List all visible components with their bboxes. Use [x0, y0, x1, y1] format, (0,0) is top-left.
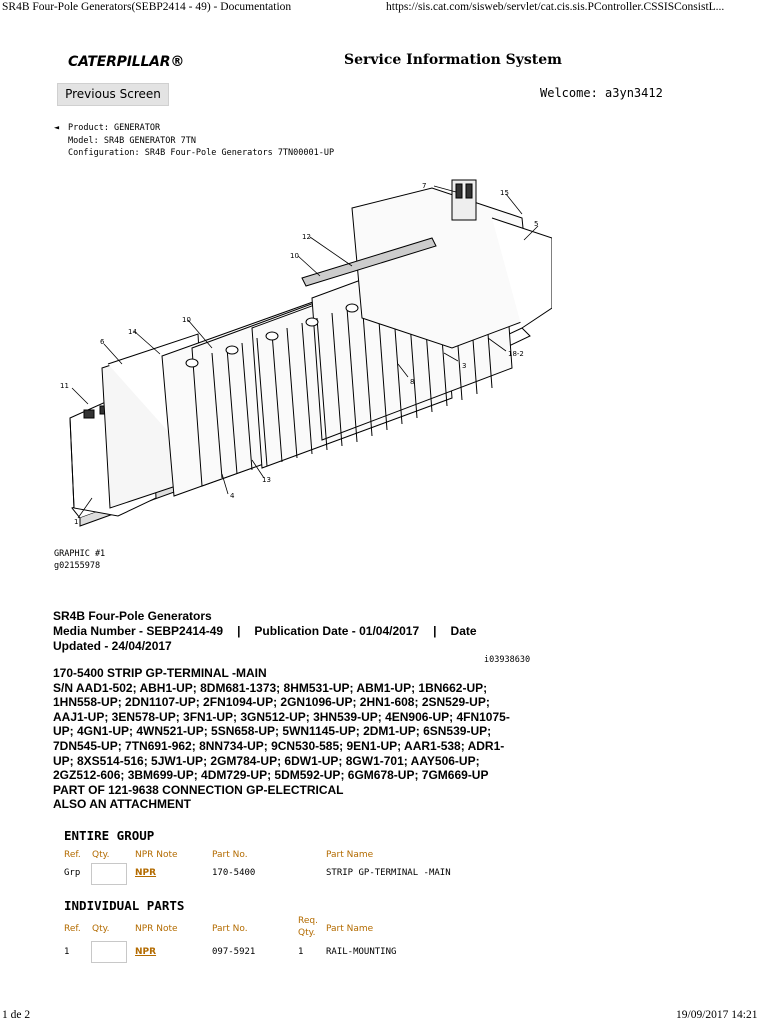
col-ref: Ref. [64, 850, 81, 860]
product-line: Product: GENERATOR [68, 123, 161, 133]
callout-7: 7 [422, 182, 427, 190]
graphic-label: GRAPHIC #1 [54, 549, 106, 559]
group-part-no: 170-5400 [212, 868, 256, 878]
terminal-strip-illustration [52, 178, 552, 538]
description-line: 2GZ512-606; 3BM699-UP; 4DM729-UP; 5DM592-UP; 6GM678-UP; 7GM669-UP [53, 768, 489, 783]
publication-info: SR4B Four-Pole Generators Media Number - SEBP2414-49 | Publication Date - 01/04/2017 | Date Updated - 24/04/2017 [53, 609, 533, 654]
part-number: 097-5921 [212, 947, 256, 957]
model-line: Model: SR4B GENERATOR 7TN [68, 135, 196, 146]
description-line: ALSO AN ATTACHMENT [53, 797, 191, 812]
callout-4: 4 [230, 492, 235, 500]
part-name: RAIL-MOUNTING [326, 947, 397, 957]
print-header-url: https://sis.cat.com/sisweb/servlet/cat.cis.sis.PController.CSSISConsistL... [386, 1, 725, 13]
description-line: 7DN545-UP; 7TN691-962; 8NN734-UP; 9CN530-585; 9EN1-UP; AAR1-538; ADR1- [53, 738, 505, 753]
callout-10-left: 10 [182, 316, 191, 324]
print-footer [0, 1008, 768, 1024]
callout-14: 14 [128, 328, 137, 336]
date-word: Date [450, 624, 477, 638]
col-part-no: Part No. [212, 850, 248, 860]
callout-11: 11 [60, 382, 69, 390]
col-npr-note: NPR Note [135, 924, 178, 934]
description-line: AAJ1-UP; 3EN578-UP; 3FN1-UP; 3GN512-UP; 3HN539-UP; 4EN906-UP; 4FN1075- [53, 709, 510, 724]
callout-5: 5 [534, 220, 539, 228]
col-req-qty: Qty. [298, 928, 316, 938]
callout-1: 1 [74, 518, 79, 526]
graphic-id: g02155978 [54, 561, 101, 571]
callout-10-right: 10 [290, 252, 299, 260]
description-line: UP; 4GN1-UP; 4WN521-UP; 5SN658-UP; 5WN1145-UP; 2DM1-UP; 6SN539-UP; [53, 724, 492, 739]
col-ref: Ref. [64, 924, 81, 934]
group-ref: Grp [64, 868, 81, 878]
print-header-title: SR4B Four-Pole Generators(SEBP2414 - 49) - Documentation [2, 1, 292, 13]
media-number: Media Number - SEBP2414-49 [53, 624, 224, 638]
publication-title: SR4B Four-Pole Generators [53, 609, 212, 623]
print-datetime: 19/09/2017 14:21 [676, 1009, 758, 1021]
group-part-name: STRIP GP-TERMINAL -MAIN [326, 868, 451, 878]
part-qty-input[interactable] [91, 941, 127, 963]
individual-parts-heading: INDIVIDUAL PARTS [64, 898, 185, 913]
callout-8: 8 [410, 378, 415, 386]
col-qty: Qty. [92, 850, 110, 860]
callout-3: 3 [462, 362, 467, 370]
callout-12: 12 [302, 233, 311, 241]
triangle-left-icon[interactable]: ◄ [54, 123, 60, 133]
print-header [0, 0, 768, 16]
welcome-text: Welcome: a3yn3412 [540, 86, 663, 100]
group-npr-link[interactable]: NPR [135, 868, 157, 878]
part-npr-link[interactable]: NPR [135, 947, 157, 957]
previous-screen-button[interactable]: Previous Screen [57, 83, 169, 106]
product-info [54, 122, 334, 160]
updated-date: Updated - 24/04/2017 [53, 639, 172, 653]
page-title: Service Information System [344, 52, 562, 68]
col-qty: Qty. [92, 924, 110, 934]
graphic-caption [54, 548, 105, 572]
col-part-name: Part Name [326, 850, 374, 860]
description-line: 1HN558-UP; 2DN1107-UP; 2FN1094-UP; 2GN1096-UP; 2HN1-608; 2SN529-UP; [53, 695, 490, 710]
document-id: i03938630 [484, 655, 531, 665]
part-ref: 1 [64, 947, 70, 957]
description-line: S/N AAD1-502; ABH1-UP; 8DM681-1373; 8HM531-UP; ABM1-UP; 1BN662-UP; [53, 680, 488, 695]
callout-18-2: 18-2 [508, 350, 524, 358]
description-line: UP; 8XS514-516; 5JW1-UP; 2GM784-UP; 6DW1-UP; 8GW1-701; AAY506-UP; [53, 753, 480, 768]
col-req-label: Req. [298, 916, 318, 926]
col-npr-note: NPR Note [135, 850, 178, 860]
part-description [53, 666, 533, 812]
group-qty-input[interactable] [91, 863, 127, 885]
callout-6: 6 [100, 338, 105, 346]
col-part-no: Part No. [212, 924, 248, 934]
caterpillar-logo: CATERPILLAR® [68, 54, 185, 70]
entire-group-heading: ENTIRE GROUP [64, 828, 155, 843]
page-indicator: 1 de 2 [2, 1009, 31, 1021]
description-line: PART OF 121-9638 CONNECTION GP-ELECTRICAL [53, 782, 344, 797]
part-req-qty: 1 [298, 947, 304, 957]
description-line: 170-5400 STRIP GP-TERMINAL -MAIN [53, 666, 267, 680]
callout-15: 15 [500, 189, 509, 197]
publication-date: Publication Date - 01/04/2017 [254, 624, 420, 638]
callout-13: 13 [262, 476, 271, 484]
col-part-name: Part Name [326, 924, 374, 934]
configuration-line: Configuration: SR4B Four-Pole Generators 7TN00001-UP [68, 148, 335, 158]
